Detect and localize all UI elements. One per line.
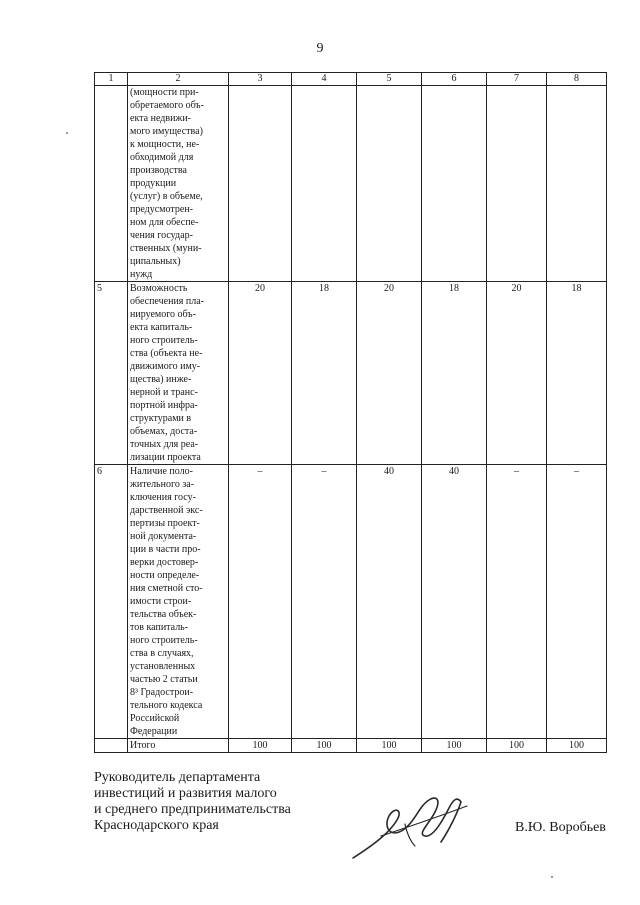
signatory-name: В.Ю. Воробьев [515, 820, 606, 835]
total-cell: 100 [487, 739, 547, 753]
score-cell: 18 [422, 282, 487, 465]
total-cell: 100 [292, 739, 357, 753]
score-cell: – [487, 465, 547, 739]
table-row [95, 282, 607, 465]
score-cell: 18 [292, 282, 357, 465]
row-number: 5 [95, 282, 128, 465]
score-cell: – [547, 465, 607, 739]
score-cell: 40 [357, 465, 422, 739]
row-number [95, 739, 128, 753]
table-header-row [95, 73, 607, 86]
score-cell: 20 [487, 282, 547, 465]
row-number: 6 [95, 465, 128, 739]
total-cell: 100 [422, 739, 487, 753]
handwritten-signature [345, 784, 475, 864]
column-header: 6 [422, 73, 487, 86]
column-header: 1 [95, 73, 128, 86]
scan-speck [551, 876, 553, 878]
score-cell [547, 86, 607, 282]
total-cell: 100 [357, 739, 422, 753]
total-row [95, 739, 607, 753]
score-cell [422, 86, 487, 282]
score-cell: 18 [547, 282, 607, 465]
score-cell [357, 86, 422, 282]
table-row [95, 465, 607, 739]
score-cell [229, 86, 292, 282]
column-header: 3 [229, 73, 292, 86]
score-cell [487, 86, 547, 282]
criterion-text: Наличие поло- жительного за- ключения госу- дарственной экс- пертизы проект- ной документа- ции в части про- верки достовер- ности определе- ния сметной сто- имости строи- тельства объек- тов капиталь- ного строитель- ства в случаях, установленных частью 2 статьи 8³ Градострои- тельного кодекса Российской Федерации [128, 465, 229, 739]
score-cell: – [292, 465, 357, 739]
score-cell [292, 86, 357, 282]
column-header: 8 [547, 73, 607, 86]
score-cell: – [229, 465, 292, 739]
criterion-text: (мощности при- обретаемого объ- екта недвижи- мого имущества) к мощности, не- обходимой для производства продукции (услуг) в объеме, предусмотрен- ном для обеспе- чения государ- ственных (муни- ципальных) нужд [128, 86, 229, 282]
row-number [95, 86, 128, 282]
criterion-text: Возможность обеспечения пла- нируемого объ- екта капиталь- ного строитель- ства (объекта не- движимого иму- щества) инже- нерной и транс- портной инфра- структурами в объемах, доста- точных для реа- лизации проекта [128, 282, 229, 465]
column-header: 4 [292, 73, 357, 86]
column-header: 7 [487, 73, 547, 86]
column-header: 2 [128, 73, 229, 86]
score-cell: 20 [229, 282, 292, 465]
score-cell: 40 [422, 465, 487, 739]
signatory-position: Руководитель департамента инвестиций и развития малого и среднего предпринимательства Краснодарского края [94, 770, 291, 833]
total-cell: 100 [547, 739, 607, 753]
total-label: Итого [128, 739, 229, 753]
total-cell: 100 [229, 739, 292, 753]
table-row [95, 86, 607, 282]
criteria-table [94, 72, 607, 753]
score-cell: 20 [357, 282, 422, 465]
column-header: 5 [357, 73, 422, 86]
scan-speck [66, 132, 68, 134]
page-number: 9 [316, 41, 324, 56]
